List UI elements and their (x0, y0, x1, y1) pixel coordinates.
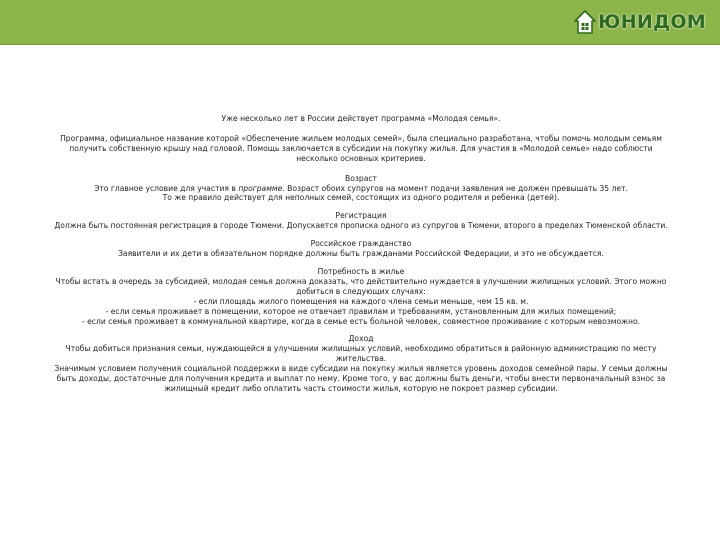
citizenship-heading: Российское гражданство (310, 239, 412, 249)
housing-need-item: - если площадь жилого помещения на каждого члена семьи меньше, чем 15 кв. м. (193, 296, 529, 306)
intro-text: Уже несколько лет в России действует программа «Молодая семья». (221, 114, 501, 123)
income-condition-text: Значимым условием получения социальной поддержки в виде субсидии на покупку жилья является уровень доходов семейной пары. У семьи должны быть доходы, достаточные для получения кредита и выплат по нему. Кроме того, у вас должны быть деньги, чтобы внести первоначальный взнос за жилищный кредит либо оплатить часть стоимости жилья, которую не покроет размер субсидии. (54, 364, 668, 393)
housing-need-item: - если семья проживает в коммунальной квартире, когда в семье есть больной человек, совместное проживание с которым невозможно. (81, 316, 641, 326)
age-heading: Возраст (345, 173, 377, 183)
house-icon (574, 10, 596, 34)
brand-logo[interactable] (574, 9, 706, 35)
brand-name: ЮНИДОМ (598, 11, 706, 33)
housing-need-item: - если семья проживает в помещении, которое не отвечает правилам и требованиям, установленным для жилых помещений; (105, 306, 617, 316)
income-heading: Доход (348, 334, 374, 344)
age-text: Это главное условие для участия в программе. Возраст обоих супругов на момент подачи заявления не должен превышать 35 лет. (94, 183, 628, 193)
header-bar (0, 0, 720, 45)
registration-text: Должна быть постоянная регистрация в городе Тюмени. Допускается прописка одного из супругов в Тюмени, второго в пределах Тюменской области. (54, 221, 668, 231)
citizenship-text: Заявители и их дети в обязательном порядке должны быть гражданами Российской Федерации, и это не обсуждается. (118, 249, 604, 259)
income-text: Чтобы добиться признания семьи, нуждающейся в улучшении жилищных условий, необходимо обратиться в районную администрацию по месту жительства. (65, 344, 657, 364)
program-description: Программа, официальное название которой «Обеспечение жильем молодых семей», была специально разработана, чтобы помочь молодым семьям получить собственную крышу над головой. Помощь заключается в субсидии на покупку жилья. Для участия в «Молодой семье» надо соблюсти несколько основных критериев. (60, 133, 662, 163)
document-body (52, 114, 670, 394)
age-text-single-parent: То же правило действует для неполных семей, состоящих из одного родителя и ребенка (детей). (162, 193, 560, 203)
registration-heading: Регистрация (335, 211, 387, 221)
housing-need-heading: Потребность в жилье (317, 266, 405, 276)
housing-need-text: Чтобы встать в очередь за субсидией, молодая семья должна доказать, что действительно нуждается в улучшении жилищных условий. Этого можно добиться в следующих случаях: (55, 276, 667, 296)
